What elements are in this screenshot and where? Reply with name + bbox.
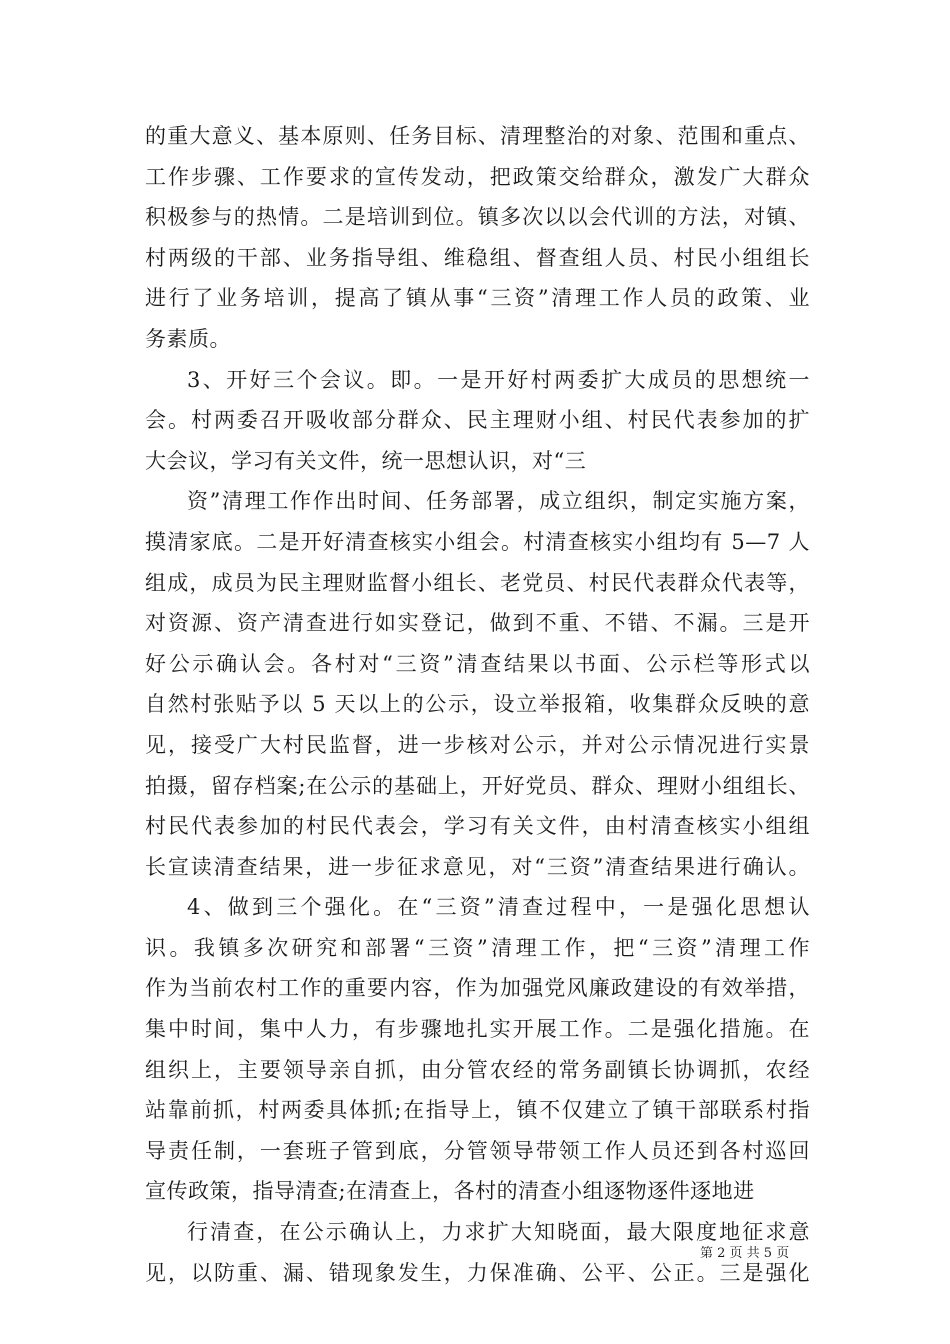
- text-line: 务素质。: [145, 326, 231, 351]
- text-line: 长宣读清查结果，进一步征求意见，对“三资”清查结果进行确认。: [145, 854, 810, 879]
- text-line: 村两级的干部、业务指导组、维稳组、督查组人员、村民小组组长: [145, 245, 810, 270]
- text-line: 行清查，在公示确认上，力求扩大知晓面，最大限度地征求意: [187, 1220, 810, 1245]
- text-line: 见，以防重、漏、错现象发生，力保准确、公平、公正。三是强化: [145, 1260, 810, 1285]
- text-line: 见，接受广大村民监督，进一步核对公示，并对公示情况进行实景: [145, 732, 810, 757]
- document-body: [145, 116, 810, 1293]
- text-line: 大会议，学习有关文件，统一思想认识，对“三: [145, 448, 587, 473]
- text-line: 村民代表参加的村民代表会，学习有关文件，由村清查核实小组组: [145, 814, 810, 839]
- text-line: 的重大意义、基本原则、任务目标、清理整治的对象、范围和重点、: [145, 124, 810, 148]
- text-line: 拍摄，留存档案;在公示的基础上，开好党员、群众、理财小组组长、: [145, 773, 810, 798]
- text-line: 作为当前农村工作的重要内容，作为加强党风廉政建设的有效举措，: [145, 976, 810, 1001]
- text-line: 4、做到三个强化。在“三资”清查过程中，一是强化思想认: [187, 895, 810, 920]
- text-line: 自然村张贴予以 5 天以上的公示，设立举报箱，收集群众反映的意: [145, 692, 810, 717]
- text-line: 摸清家底。二是开好清查核实小组会。村清查核实小组均有 5—7 人: [145, 529, 810, 554]
- text-line: 站靠前抓，村两委具体抓;在指导上，镇不仅建立了镇干部联系村指: [145, 1098, 810, 1123]
- text-line: 对资源、资产清查进行如实登记，做到不重、不错、不漏。三是开: [145, 611, 810, 636]
- text-line: 会。村两委召开吸收部分群众、民主理财小组、村民代表参加的扩: [145, 408, 810, 433]
- text-line: 积极参与的热情。二是培训到位。镇多次以以会代训的方法，对镇、: [145, 205, 810, 230]
- text-line: 识。我镇多次研究和部署“三资”清理工作，把“三资”清理工作: [145, 935, 810, 960]
- text-line: 进行了业务培训，提高了镇从事“三资”清理工作人员的政策、业: [145, 286, 810, 311]
- text-line: 集中时间，集中人力，有步骤地扎实开展工作。二是强化措施。在: [145, 1017, 810, 1042]
- text-line: 导责任制，一套班子管到底，分管领导带领工作人员还到各村巡回: [145, 1138, 810, 1163]
- text-line: 工作步骤、工作要求的宣传发动，把政策交给群众，激发广大群众: [145, 164, 810, 189]
- text-line: 资”清理工作作出时间、任务部署，成立组织，制定实施方案，: [187, 489, 810, 514]
- text-line: 组织上，主要领导亲自抓，由分管农经的常务副镇长协调抓，农经: [145, 1057, 810, 1082]
- text-line: 3、开好三个会议。即。一是开好村两委扩大成员的思想统一: [187, 367, 810, 392]
- text-line: 组成，成员为民主理财监督小组长、老党员、村民代表群众代表等，: [145, 570, 810, 595]
- text-line: 宣传政策，指导清查;在清查上，各村的清查小组逐物逐件逐地进: [145, 1179, 755, 1204]
- page-number: 第 2 页 共 5 页: [700, 1246, 790, 1261]
- text-line: 好公示确认会。各村对“三资”清查结果以书面、公示栏等形式以: [145, 651, 810, 676]
